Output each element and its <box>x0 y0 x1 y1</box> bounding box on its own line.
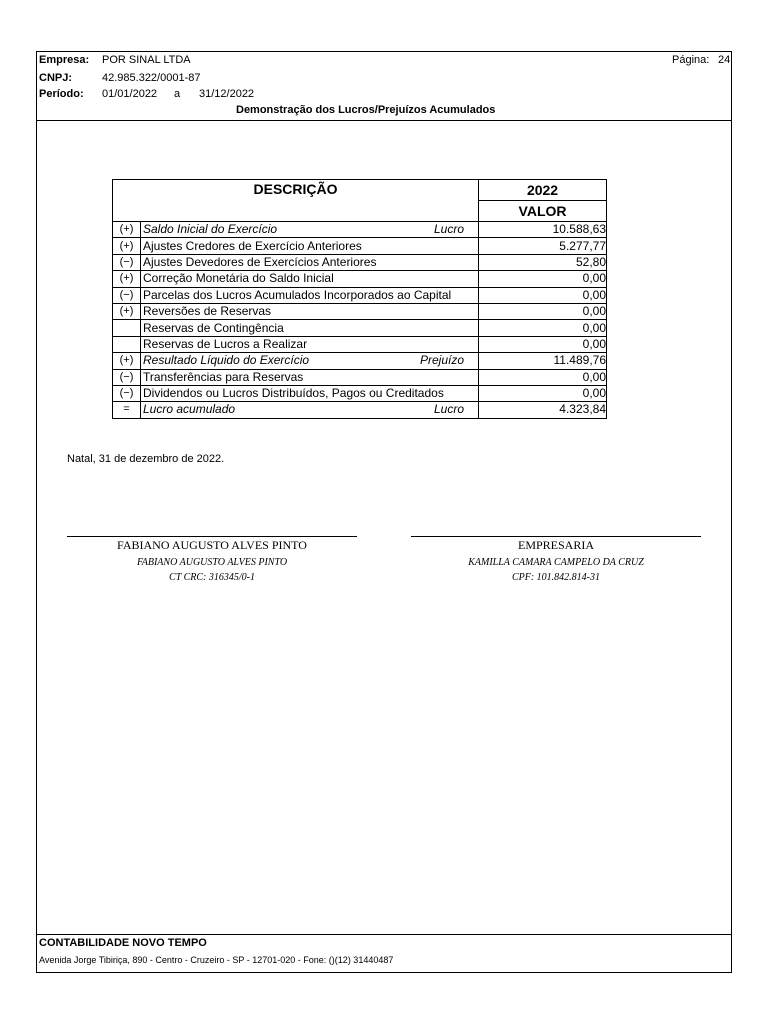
row-value: 0,00 <box>479 303 607 319</box>
place-date: Natal, 31 de dezembro de 2022. <box>67 453 225 465</box>
row-tag: Lucro <box>433 222 465 236</box>
table-header-row <box>113 180 607 201</box>
right-signer-name: KAMILLA CAMARA CAMPELO DA CRUZ <box>468 557 644 568</box>
cnpj-label: CNPJ: <box>39 72 73 84</box>
row-sign: (+) <box>113 353 141 369</box>
row-value: 52,80 <box>479 254 607 270</box>
row-description-cell <box>141 402 479 418</box>
table-row <box>113 254 607 270</box>
row-description-cell <box>141 385 479 401</box>
row-description-cell <box>141 254 479 270</box>
row-sign: (+) <box>113 271 141 287</box>
row-description-cell <box>141 287 479 303</box>
row-description: Ajustes Devedores de Exercícios Anteriores <box>143 254 377 269</box>
row-sign: (+) <box>113 303 141 319</box>
row-description-cell <box>141 369 479 385</box>
row-sign: (+) <box>113 222 141 238</box>
report-title: Demonstração dos Lucros/Prejuízos Acumulados <box>236 104 496 116</box>
row-description: Lucro acumulado <box>143 402 236 417</box>
empresa-value: POR SINAL LTDA <box>102 54 191 66</box>
right-signer-role: EMPRESARIA <box>517 538 594 552</box>
row-sign: (−) <box>113 287 141 303</box>
row-description: Ajustes Credores de Exercício Anteriores <box>143 238 362 253</box>
row-description: Reservas de Contingência <box>143 320 284 335</box>
table-row <box>113 238 607 254</box>
row-value: 5.277,77 <box>479 238 607 254</box>
right-signer-credential: CPF: 101.842.814-31 <box>511 572 601 583</box>
row-description: Correção Monetária do Saldo Inicial <box>143 271 334 286</box>
periodo-separator: a <box>174 88 181 100</box>
row-sign <box>113 320 141 336</box>
right-signature-line <box>411 536 701 537</box>
table-body <box>113 222 607 419</box>
row-description: Reversões de Reservas <box>143 304 272 319</box>
row-description-cell <box>141 353 479 369</box>
row-value: 11.489,76 <box>479 353 607 369</box>
row-description: Resultado Líquido do Exercício <box>143 353 310 368</box>
periodo-label: Período: <box>39 88 84 100</box>
row-value: 0,00 <box>479 385 607 401</box>
col-description-header: DESCRIÇÃO <box>113 180 479 222</box>
row-description: Reservas de Lucros a Realizar <box>143 336 308 351</box>
row-description: Saldo Inicial do Exercício <box>143 222 278 237</box>
table-row <box>113 271 607 287</box>
table-row <box>113 353 607 369</box>
header-divider <box>36 120 732 121</box>
row-description-cell <box>141 320 479 336</box>
accumulated-profits-table <box>112 179 607 419</box>
table-row <box>113 303 607 319</box>
row-sign <box>113 336 141 352</box>
row-sign: = <box>113 402 141 418</box>
row-description-cell <box>141 271 479 287</box>
footer-divider <box>36 934 732 935</box>
table-row <box>113 320 607 336</box>
left-signer-credential: CT CRC: 316345/0-1 <box>169 572 255 583</box>
left-signer-name: FABIANO AUGUSTO ALVES PINTO <box>117 538 307 552</box>
table-row <box>113 336 607 352</box>
row-sign: (−) <box>113 369 141 385</box>
row-description-cell <box>141 238 479 254</box>
row-value: 0,00 <box>479 271 607 287</box>
pagina-value: 24 <box>718 54 731 66</box>
footer-address: Avenida Jorge Tibiriça, 890 - Centro - Cruzeiro - SP - 12701-020 - Fone: ()(12) 31440487 <box>39 955 394 965</box>
pagina-label: Página: <box>672 54 710 66</box>
left-signer-subname: FABIANO AUGUSTO ALVES PINTO <box>136 557 288 568</box>
table-row <box>113 385 607 401</box>
row-description-cell <box>141 303 479 319</box>
row-description-cell <box>141 336 479 352</box>
table-row <box>113 369 607 385</box>
row-tag: Lucro <box>433 402 465 417</box>
row-description: Transferências para Reservas <box>143 369 304 384</box>
row-value: 0,00 <box>479 320 607 336</box>
row-description-cell <box>141 222 479 238</box>
row-value: 0,00 <box>479 287 607 303</box>
row-value: 0,00 <box>479 336 607 352</box>
left-signature-line <box>67 536 357 537</box>
row-description: Dividendos ou Lucros Distribuídos, Pagos ou Creditados <box>143 386 444 401</box>
row-tag: Prejuízo <box>419 353 465 368</box>
row-value: 10.588,63 <box>479 222 607 238</box>
table-row <box>113 402 607 418</box>
row-value: 4.323,84 <box>479 402 607 418</box>
periodo-end: 31/12/2022 <box>199 88 255 100</box>
footer-company: CONTABILIDADE NOVO TEMPO <box>39 937 207 949</box>
row-sign: (+) <box>113 238 141 254</box>
table-row <box>113 222 607 238</box>
row-sign: (−) <box>113 254 141 270</box>
periodo-start: 01/01/2022 <box>102 88 158 100</box>
empresa-label: Empresa: <box>39 54 90 66</box>
row-sign: (−) <box>113 385 141 401</box>
cnpj-value: 42.985.322/0001-87 <box>102 72 201 84</box>
col-year-header: 2022 <box>479 180 607 201</box>
col-value-header: VALOR <box>479 201 607 222</box>
row-description: Parcelas dos Lucros Acumulados Incorporados ao Capital <box>143 287 452 302</box>
row-value: 0,00 <box>479 369 607 385</box>
table-row <box>113 287 607 303</box>
